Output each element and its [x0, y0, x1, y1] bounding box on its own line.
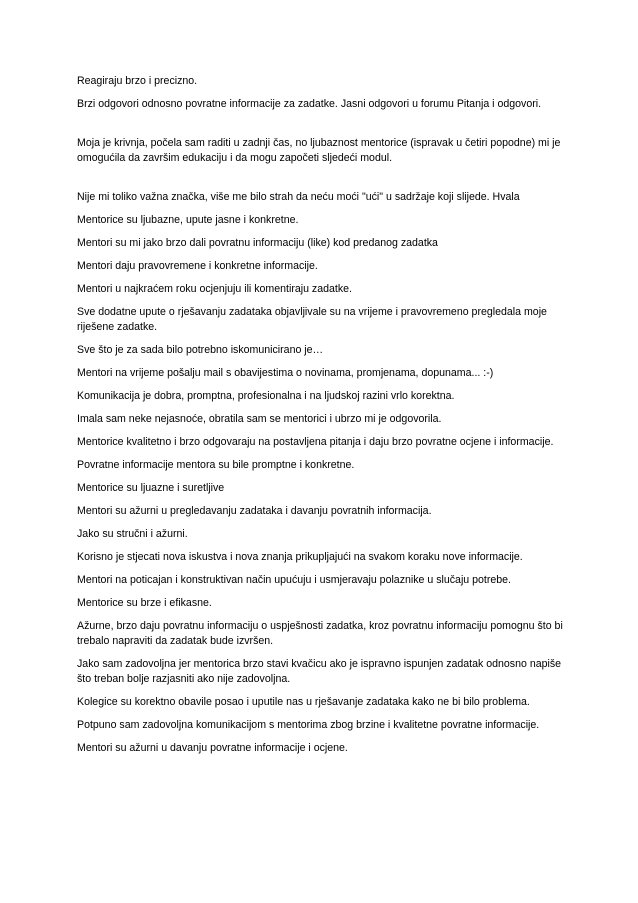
paragraph: Mentorice su brze i efikasne.	[77, 597, 212, 609]
paragraph: Imala sam neke nejasnoće, obratila sam se mentorici i ubrzo mi je odgovorila.	[77, 413, 442, 425]
paragraph: Sve što je za sada bilo potrebno iskomunicirano je…	[77, 344, 324, 356]
paragraph: Mentorice su ljuazne i suretljive	[77, 482, 225, 494]
paragraph: Brzi odgovori odnosno povratne informacije za zadatke. Jasni odgovori u forumu Pitanja i odgovori.	[77, 98, 542, 110]
paragraph: Sve dodatne upute o rješavanju zadataka objavljivale su na vrijeme i pravovremeno pregledala moje riješene zadatke.	[77, 306, 547, 333]
paragraph: Kolegice su korektno obavile posao i uputile nas u rješavanje zadataka kako ne bi bilo problema.	[77, 696, 530, 708]
paragraph: Korisno je stjecati nova iskustva i nova znanja prikupljajući na svakom koraku nove informacije.	[77, 551, 523, 563]
paragraph: Jako sam zadovoljna jer mentorica brzo stavi kvačicu ako je ispravno ispunjen zadatak odnosno napiše što treban bolje razjasniti ako nije zadovoljna.	[77, 658, 562, 685]
paragraph: Mentorice su ljubazne, upute jasne i konkretne.	[77, 214, 299, 226]
paragraph: Potpuno sam zadovoljna komunikacijom s mentorima zbog brzine i kvalitetne povratne informacije.	[77, 719, 540, 731]
document-body	[77, 74, 567, 764]
paragraph: Mentori na vrijeme pošalju mail s obavijestima o novinama, promjenama, dopunama... :-)	[77, 367, 494, 379]
paragraph: Jako su stručni i ažurni.	[77, 528, 188, 540]
paragraph: Mentori na poticajan i konstruktivan način upućuju i usmjeravaju polaznike u slučaju potrebe.	[77, 574, 512, 586]
paragraph: Nije mi toliko važna značka, više me bilo strah da neću moći "ući" u sadržaje koji slijede. Hvala	[77, 191, 520, 203]
paragraph: Moja je krivnja, počela sam raditi u zadnji čas, no ljubaznost mentorice (ispravak u četiri popodne) mi je omogućila da završim edukaciju i da mogu započeti sljedeći modul.	[77, 137, 561, 164]
paragraph: Reagiraju brzo i precizno.	[77, 75, 198, 87]
paragraph: Mentori su ažurni u davanju povratne informacije i ocjene.	[77, 742, 348, 754]
paragraph: Mentori u najkraćem roku ocjenjuju ili komentiraju zadatke.	[77, 283, 352, 295]
paragraph: Ažurne, brzo daju povratnu informaciju o uspješnosti zadatka, kroz povratnu informaciju pomognu što bi trebalo napraviti da zadatak bude izvršen.	[77, 620, 563, 647]
paragraph: Mentorice kvalitetno i brzo odgovaraju na postavljena pitanja i daju brzo povratne ocjene i informacije.	[77, 436, 554, 448]
paragraph: Komunikacija je dobra, promptna, profesionalna i na ljudskoj razini vrlo korektna.	[77, 390, 455, 402]
paragraph: Mentori su mi jako brzo dali povratnu informaciju (like) kod predanog zadatka	[77, 237, 438, 249]
paragraph: Povratne informacije mentora su bile promptne i konkretne.	[77, 459, 355, 471]
paragraph: Mentori su ažurni u pregledavanju zadataka i davanju povratnih informacija.	[77, 505, 432, 517]
paragraph: Mentori daju pravovremene i konkretne informacije.	[77, 260, 318, 272]
